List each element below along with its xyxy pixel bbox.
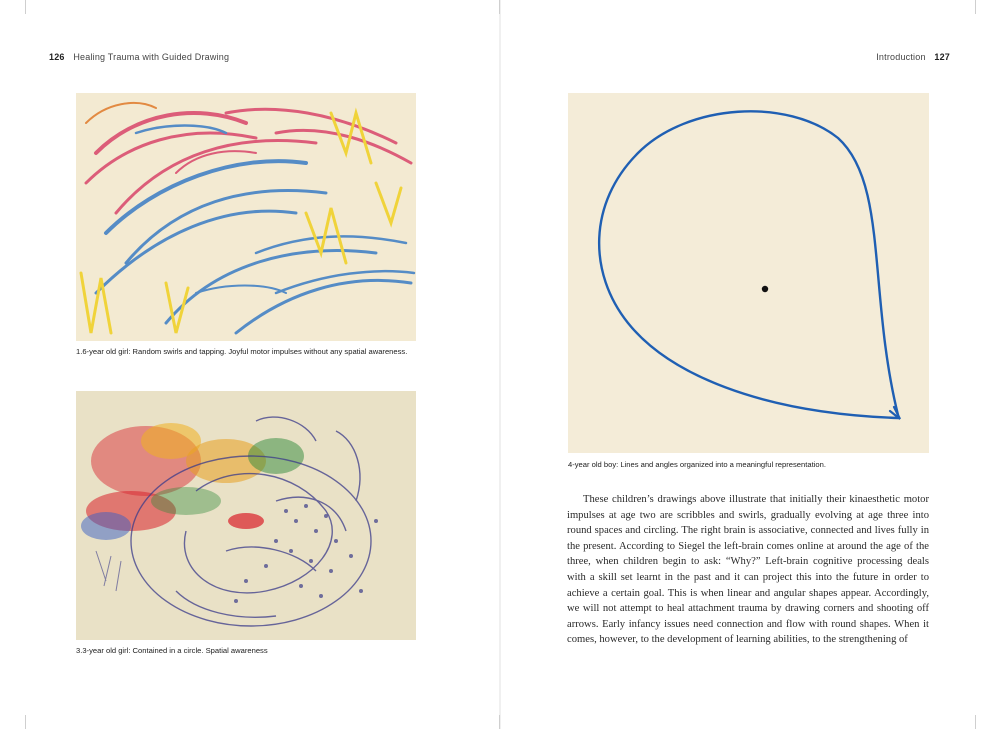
body-paragraph: These children’s drawings above illustrate that initially their kinaesthetic motor impulses at age two are scribbles and swirls, gradually evolving at age three into round spaces and circling. The right brain is associative, connected and lives fully in the present. According to Siegel the left-brain comes online at around the age of the three, when children begin to ask: “Why?” Left-brain cognitive processing deals with a skill set learnt in the past and it can project this into the future in order to achieve a certain goal. This is when linear and angular shapes appear. Accordingly, we will not attempt to heal attachment trauma by drawing corners and shooting off arrows. Early infancy issues need connection and flow with round shapes. When it comes, however, to the development of learning abilities, to the strengthening of: [567, 494, 929, 646]
left-running-header: [49, 52, 229, 62]
figure-loop-drawing: [568, 93, 929, 453]
left-page-number: 126: [49, 52, 65, 62]
right-running-header: [876, 52, 950, 62]
crayon-scribbles-drawing: [76, 93, 416, 341]
figure-2-caption: 3.3-year old girl: Contained in a circle. Spatial awareness: [76, 646, 268, 655]
figure-circle-scribbles: [76, 391, 416, 640]
figure-3-caption: 4-year old boy: Lines and angles organized into a meaningful representation.: [568, 460, 826, 469]
right-page: [500, 0, 1000, 729]
left-running-head: Healing Trauma with Guided Drawing: [73, 52, 230, 62]
figure-crayon-scribbles: [76, 93, 416, 341]
right-running-head: Introduction: [876, 52, 926, 62]
loop-drawing: [568, 93, 929, 453]
circle-scribbles-drawing: [76, 391, 416, 640]
right-page-number: 127: [934, 52, 950, 62]
figure-1-caption: 1.6-year old girl: Random swirls and tapping. Joyful motor impulses without any spatial awareness.: [76, 347, 408, 356]
